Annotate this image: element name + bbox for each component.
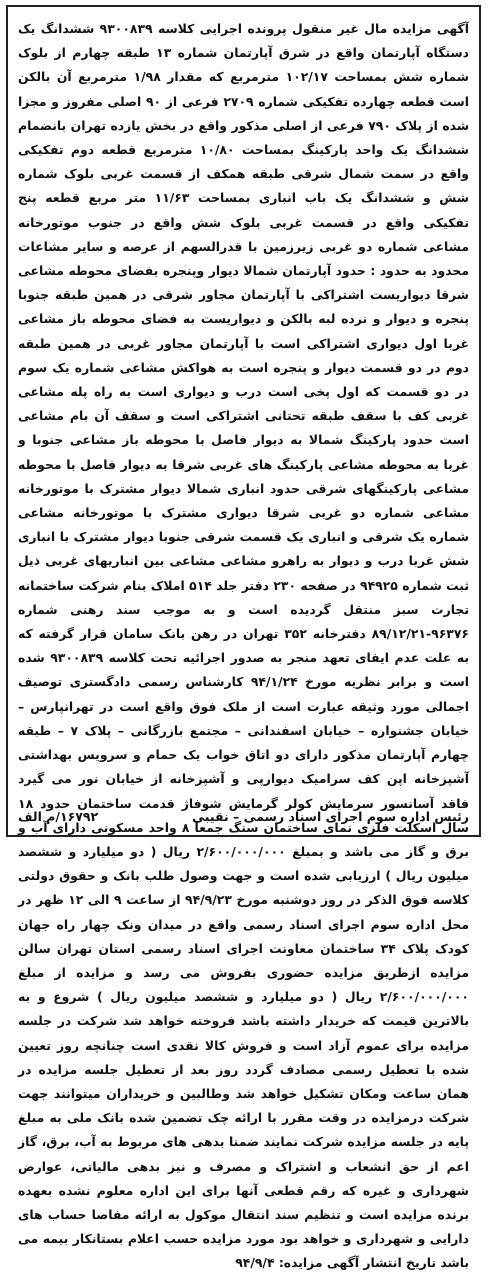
auction-notice: [6, 5, 481, 1271]
notice-reference: ۱۶۷۹۲/م الف: [18, 808, 99, 824]
notice-paragraph: آگهی مزایده مال غیر منقول پرونده اجرایی کلاسه ۹۳۰۰۸۳۹ ششدانگ یک دستگاه آپارتمان واقع در شرق آپارتمان شماره ۱۳ طبقه چهارم از بلوک شماره شش بمساحت ۱۰۲/۱۷ مترمربع که مقدار ۱/۹۸ مترمربع آن بالکن است قطعه چهارده تفکیکی شماره ۲۷۰۹ فرعی از ۹۰ اصلی مفروز و مجزا شده از پلاک ۷۹۰ فرعی از اصلی مذکور واقع در بخش یازده تهران بانضمام ششدانگ یک واحد پارکینگ بمساحت ۱۰/۸۰ مترمربع قطعه دوم تفکیکی واقع در سمت شمال شرقی طبقه همکف از قسمت غربی بلوک شماره شش و ششدانگ یک باب انباری بمساحت ۱۱/۶۳ متر مربع قطعه پنج تفکیکی واقع در قسمت غربی بلوک شش واقع در جنوب موتورخانه مشاعی شماره دو غربی زیرزمین با قدرالسهم از عرصه و سایر مشاعات محدود به حدود : حدود آپارتمان شمالا دیوار وپنجره بفضای محوطه مشاعی شرقا دیواریست اشتراکی با آپارتمان مجاور شرقی در همین طبقه جنوبا پنجره و دیوار و نرده لبه بالکن و دیواریست به فضای محوطه باز مشاعی غربا اول دیواری اشتراکی است با آپارتمان مجاور غربی در همین طبقه دوم در دو قسمت دیوار و پنجره است به هواکش مشاعی شماره یک سوم در دو قسمت که اول پخی است درب و دیواری است به راه پله مشاعی غربی کف با سقف طبقه تحتانی اشتراکی است و سقف آن بام مشاعی است حدود پارکینگ شمالا به دیوار فاصل با محوطه باز مشاعی جنوبا و غربا به محوطه مشاعی پارکینگ های غربی شرقا به دیوار فاصل با محوطه مشاعی پارکینگهای شرقی حدود انباری شمالا دیوار مشترک با موتورخانه مشاعی شماره دو غربی شرقا دیواری مشترک با موتورخانه مشاعی شماره یک شرقی و انباری یک قسمت شرقی جنوبا دیوار مشترک با انباری شش غربا درب و دیوار به راهرو مشاعی مشاعی بین انباریهای غربی ذیل ثبت شماره ۹۴۹۲۵ در صفحه ۲۳۰ دفتر جلد ۵۱۴ املاک بنام شرکت ساختمانه تجارت سبز منتقل گردیده است و به موجب سند رهنی شماره ۹۶۳۷۶-۸۹/۱۲/۲۱ دفترخانه ۳۵۲ تهران در رهن بانک سامان قرار گرفته که به علت عدم ایفای تعهد منجر به صدور اجرائیه تحت کلاسه ۹۳۰۰۸۳۹ شده است و برابر نظریه مورخ ۹۴/۱/۲۴ کارشناس رسمی دادگستری توصیف اجمالی مورد وثیقه عبارت است از ملک فوق واقع است در تهرانپارس – خیابان جشنواره – خیابان اسفندانی – مجتمع بازرگانی – پلاک ۷ – طبقه چهارم آپارتمان مذکور دارای دو اتاق خواب یک حمام و سرویس بهداشتی آشپزخانه اپن کف سرامیک دیوارپی و آشپزخانه از خیابان نور می گیرد فاقد آسانسور سرمایش کولر گرمایش شوفاژ قدمت ساختمان حدود ۱۸ سال اسکلت فلزی نمای ساختمان سنگ جمعا ۸ واحد مسکونی دارای آب و برق و گاز می باشد و بمبلغ ۲/۶۰۰/۰۰۰/۰۰۰ ریال ( دو میلیارد و ششصد میلیون ریال ) ارزیابی شده است و جهت وصول طلب بانک و حقوق دولتی کلاسه فوق الذکر در روز دوشنبه مورخ ۹۴/۹/۲۳ از ساعت ۹ الی ۱۲ ظهر در محل اداره سوم اجرای اسناد رسمی واقع در میدان ونک چهار راه جهان کودک پلاک ۳۴ ساختمان معاونت اجرای اسناد رسمی استان تهران سالن مزایده ازطریق مزایده حضوری بفروش می رسد و مزایده از مبلغ ۲/۶۰۰/۰۰۰/۰۰۰ ریال ( دو میلیارد و ششصد میلیون ریال ) شروع و به بالاترین قیمت که خریدار داشته باشد فروخته خواهد شد شرکت در جلسه مزایده برای عموم آزاد است و فروش کالا نقدی است چنانچه روز تعیین شده با تعطیل رسمی مصادف گردد روز بعد از تعطیل جلسه مزایده در همان ساعت ومکان تشکیل خواهد شد وطالبین و خریداران میتوانند جهت شرکت درمزایده در وقت مقرر با ارائه چک تضمین شده بانک ملی به مبلغ پایه در جلسه مزایده شرکت نمایند ضمنا بدهی های مربوط به آب، برق، گاز اعم از حق انشعاب و اشتراک و مصرف و نیز بدهی مالیاتی، عوارض شهرداری و غیره که رقم قطعی آنها برای این اداره معلوم نشده بعهده برنده مزایده است و تنظیم سند انتقال موکول به ارائه مفاصا حساب های دارایی و شهرداری و خواهد بود مورد مزایده حسب اعلام بستانکار بیمه می باشد تاریخ انتشار آگهی مزایده: ۹۴/۹/۴: [18, 21, 470, 1271]
notice-signature: رئیس اداره سوم اجرای اسناد رسمی – نقیبی: [192, 808, 469, 824]
notice-footer: [18, 803, 469, 829]
